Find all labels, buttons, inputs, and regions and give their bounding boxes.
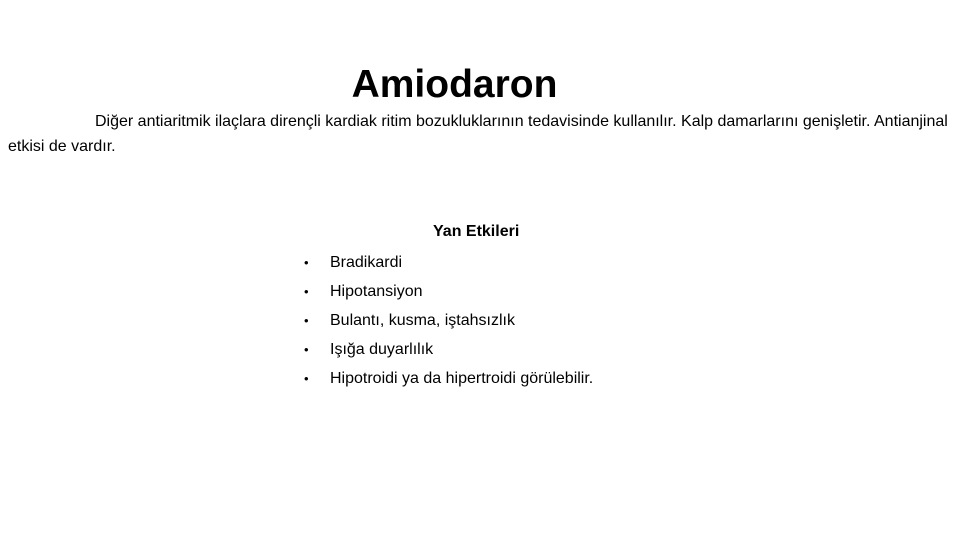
bullet-icon: • <box>304 284 309 299</box>
list-item-text: Hipotansiyon <box>330 283 423 300</box>
list-item <box>304 306 593 335</box>
intro-paragraph: Diğer antiaritmik ilaçlara dirençli kardiak ritim bozukluklarının tedavisinde kullanılır. Kalp damarlarını genişletir. Antianjinal etkisi de vardır. <box>8 113 948 155</box>
bullet-icon: • <box>304 313 309 328</box>
list-item-text: Işığa duyarlılık <box>330 341 434 358</box>
side-effects-list <box>304 248 593 393</box>
slide-title: Amiodaron <box>351 63 558 107</box>
list-item <box>304 248 593 277</box>
bullet-icon: • <box>304 255 309 270</box>
list-item-text: Hipotroidi ya da hipertroidi görülebilir. <box>330 370 594 387</box>
list-item-text: Bradikardi <box>330 254 403 271</box>
bullet-icon: • <box>304 342 309 357</box>
side-effects-heading: Yan Etkileri <box>433 223 520 240</box>
bullet-icon: • <box>304 371 309 386</box>
list-item <box>304 364 593 393</box>
list-item-text: Bulantı, kusma, iştahsızlık <box>330 312 515 329</box>
list-item <box>304 335 593 364</box>
list-item <box>304 277 593 306</box>
